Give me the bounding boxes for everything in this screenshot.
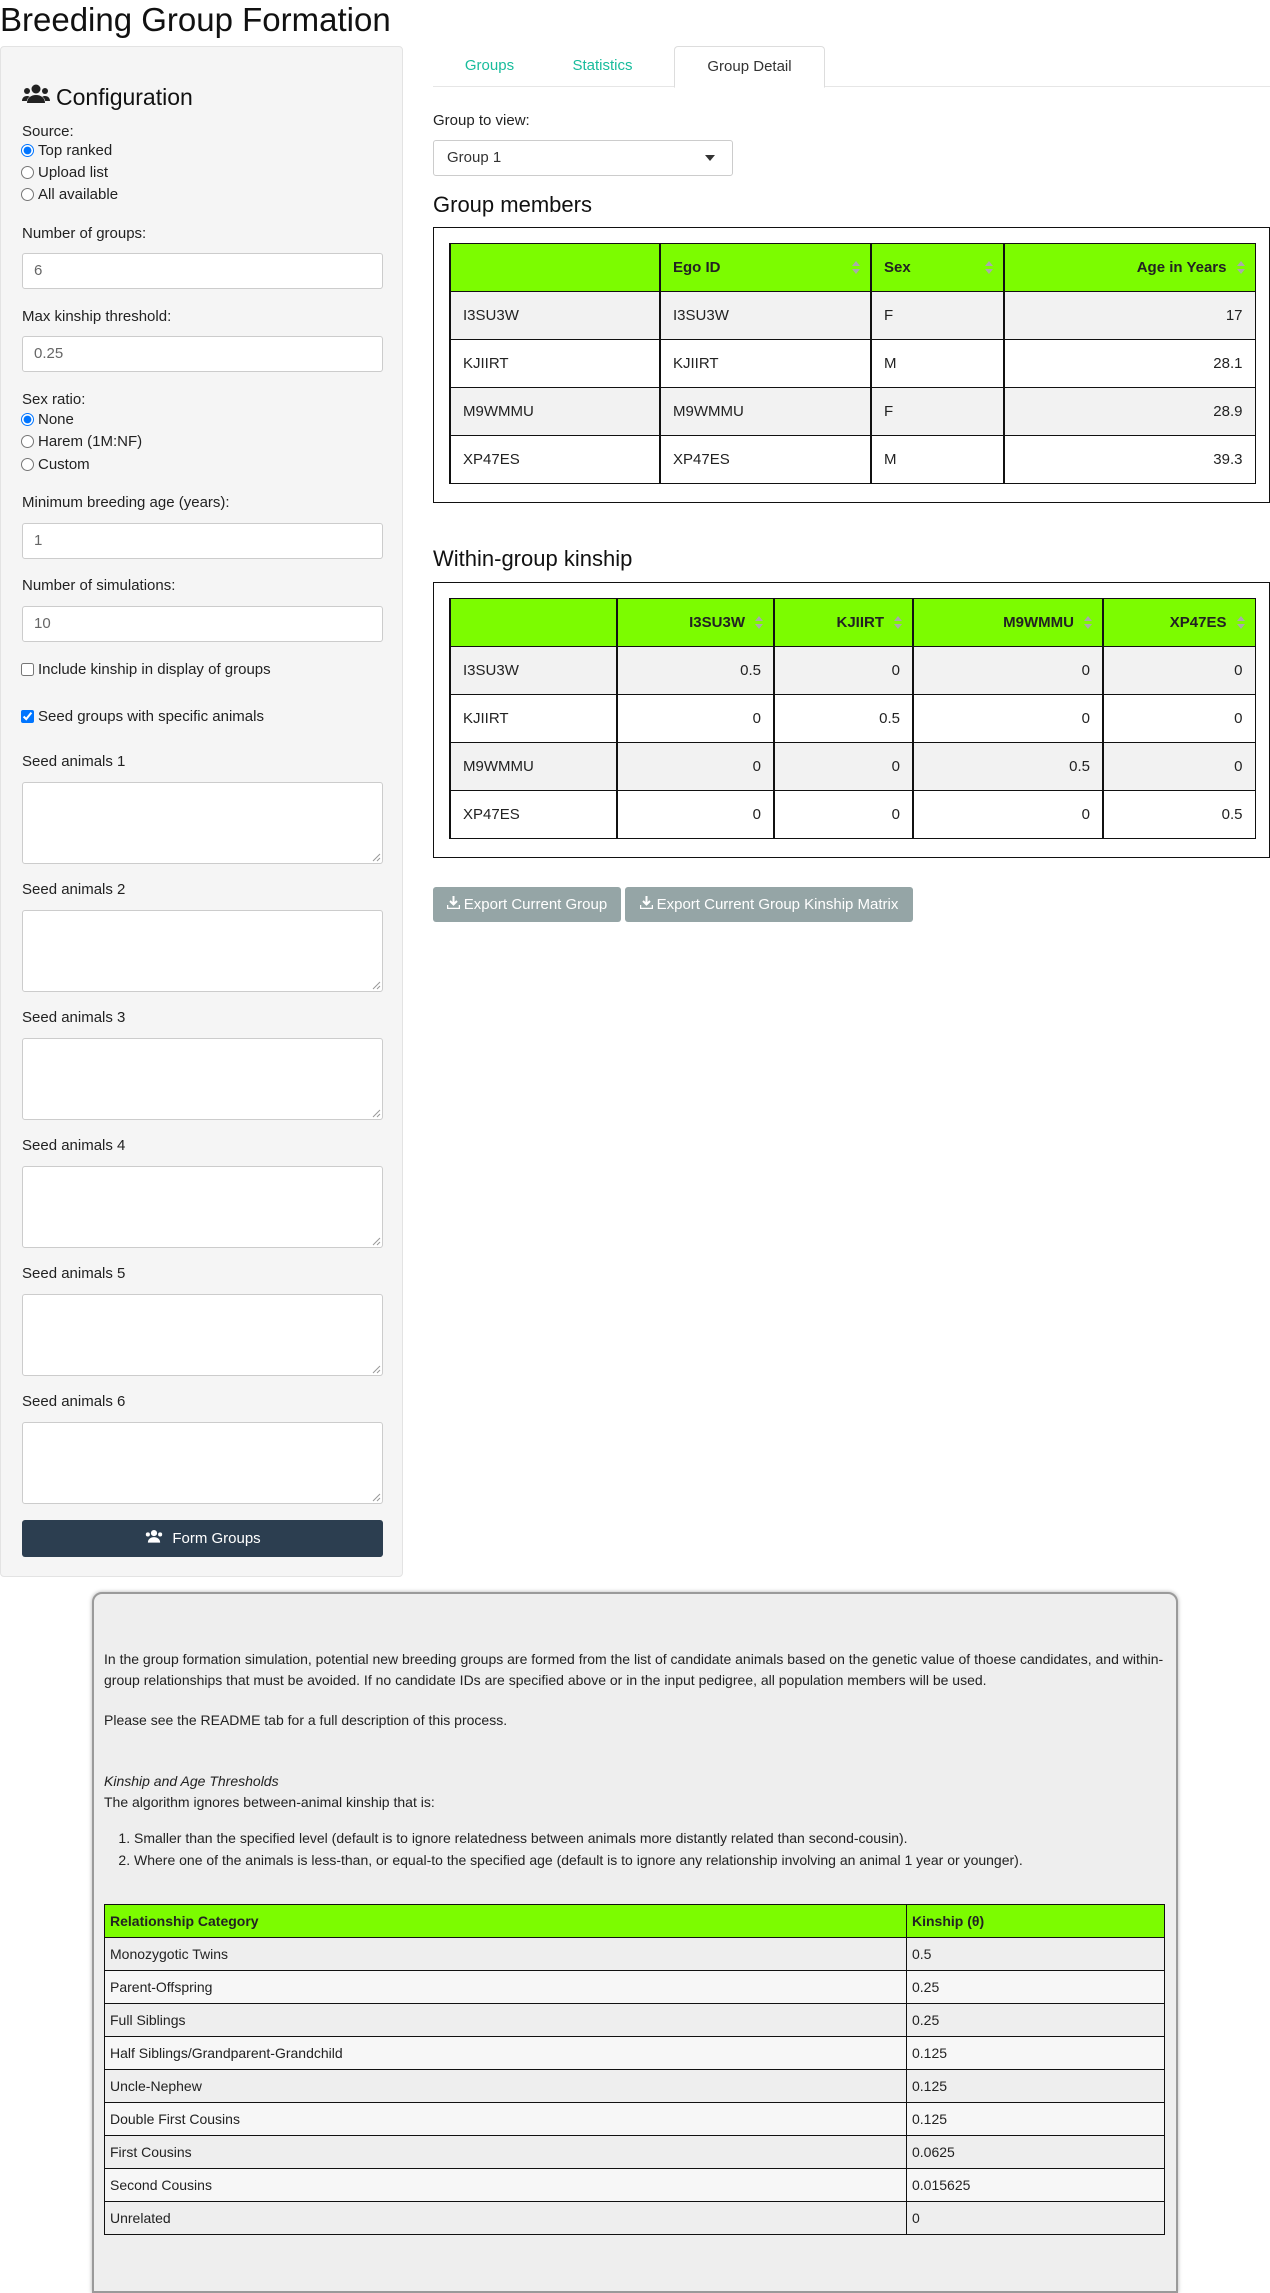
column-header-label: Age in Years (1136, 259, 1227, 276)
source-radio-all-available[interactable] (21, 186, 118, 203)
chevron-down-icon (705, 155, 715, 161)
source-radio-top-ranked[interactable] (21, 142, 112, 159)
table-row[interactable] (450, 743, 1255, 791)
num-sims-label: Number of simulations: (22, 577, 176, 594)
table-cell: 0.125 (907, 2037, 1165, 2070)
export-kinship-matrix-label: Export Current Group Kinship Matrix (656, 896, 899, 913)
table-row (105, 2103, 1165, 2136)
tab-statistics[interactable]: Statistics (572, 57, 633, 74)
column-header-label: KJIIRT (836, 614, 884, 631)
column-header-kinship: Kinship (θ) (907, 1905, 1165, 1938)
table-cell: 0 (907, 2202, 1165, 2235)
table-cell: 0 (1103, 695, 1255, 743)
group-members-table (449, 243, 1256, 484)
table-cell: First Cousins (105, 2136, 907, 2169)
max-kinship-label: Max kinship threshold: (22, 308, 172, 325)
table-row (105, 2004, 1165, 2037)
table-cell: F (871, 292, 1004, 340)
configuration-title-text: Configuration (56, 83, 193, 110)
table-cell: 0.5 (617, 647, 774, 695)
include-kinship-checkbox[interactable] (21, 661, 271, 678)
table-cell: 0 (1103, 647, 1255, 695)
column-header-xp47es[interactable] (1103, 599, 1255, 647)
sex-ratio-radio-input[interactable] (21, 458, 34, 471)
help-panel (92, 1592, 1178, 2293)
sort-icon[interactable] (1237, 616, 1245, 630)
resize-grip-icon[interactable] (372, 1493, 381, 1502)
num-sims-input[interactable]: 10 (22, 606, 383, 642)
table-cell: 0.125 (907, 2070, 1165, 2103)
seed-animals-6-textarea[interactable] (22, 1422, 383, 1504)
threshold-list (104, 1827, 1023, 1871)
tab-group-detail[interactable]: Group Detail (674, 46, 825, 88)
column-header-label: I3SU3W (689, 614, 745, 631)
table-cell: 0.015625 (907, 2169, 1165, 2202)
table-cell: 0.125 (907, 2103, 1165, 2136)
page-title: Breeding Group Formation (0, 1, 391, 38)
sex-ratio-radio-input[interactable] (21, 435, 34, 448)
column-header-i3su3w[interactable] (617, 599, 774, 647)
table-cell: M (871, 340, 1004, 388)
seed-animals-4-textarea[interactable] (22, 1166, 383, 1248)
within-group-kinship-heading: Within-group kinship (433, 546, 633, 571)
intro-paragraph: In the group formation simulation, potential new breeding groups are formed from the list of candidate animals based on the genetic value of thoese candidates, and within-group relationships that must be avoided. If no candidate IDs are specified above or in the input pedigree, all population members will be used. (104, 1651, 1164, 1688)
configuration-sidebar (0, 46, 403, 1577)
sort-icon[interactable] (852, 261, 860, 275)
table-cell: Full Siblings (105, 2004, 907, 2037)
resize-grip-icon[interactable] (372, 981, 381, 990)
table-cell: KJIIRT (450, 340, 660, 388)
column-header-label: XP47ES (1169, 614, 1227, 631)
sex-ratio-radio-input[interactable] (21, 413, 34, 426)
list-item: 1. Smaller than the specified level (default is to ignore relatedness between animals more distantly related than second-cousin). (134, 1827, 1023, 1849)
table-cell: I3SU3W (450, 292, 660, 340)
table-cell: 0.25 (907, 1971, 1165, 2004)
relationship-kinship-table (104, 1904, 1165, 2235)
download-icon (640, 896, 653, 913)
seed-label-5: Seed animals 5 (22, 1265, 126, 1282)
table-cell: I3SU3W (660, 292, 871, 340)
table-cell: XP47ES (450, 436, 660, 484)
kinship-table-container (433, 582, 1270, 858)
table-cell: 0 (913, 695, 1103, 743)
column-header-age[interactable] (1004, 244, 1255, 292)
table-cell: Parent-Offspring (105, 1971, 907, 2004)
seed-label-3: Seed animals 3 (22, 1009, 126, 1026)
table-row[interactable] (450, 292, 1255, 340)
table-cell: M9WMMU (450, 743, 617, 791)
table-row[interactable] (450, 791, 1255, 839)
seed-label-1: Seed animals 1 (22, 753, 126, 770)
table-cell: 0 (774, 647, 913, 695)
sex-ratio-radio-harem[interactable] (21, 433, 142, 450)
table-row (105, 2070, 1165, 2103)
column-header-label: M9WMMU (1003, 614, 1074, 631)
users-icon (22, 83, 50, 111)
export-kinship-matrix-button[interactable] (625, 887, 913, 922)
source-radio-upload-list[interactable] (21, 164, 108, 181)
sex-ratio-label: Sex ratio: (22, 391, 86, 408)
tab-groups[interactable]: Groups (464, 57, 515, 74)
table-cell: 0 (1103, 743, 1255, 791)
table-cell: M (871, 436, 1004, 484)
min-age-label: Minimum breeding age (years): (22, 494, 230, 511)
kinship-thresholds-subheading: Kinship and Age Thresholds (104, 1773, 279, 1789)
table-cell: 0 (913, 647, 1103, 695)
seed-animals-1-textarea[interactable] (22, 782, 383, 864)
seed-groups-checkbox-input[interactable] (21, 710, 34, 723)
source-radio-input[interactable] (21, 166, 34, 179)
table-cell: Second Cousins (105, 2169, 907, 2202)
table-cell: 0 (617, 743, 774, 791)
seed-label-6: Seed animals 6 (22, 1393, 126, 1410)
table-cell: 28.1 (1004, 340, 1255, 388)
list-item: 2. Where one of the animals is less-than, or equal-to the specified age (default is to ignore any relationship involving an animal 1 year or younger). (134, 1849, 1023, 1871)
column-header-label: Sex (884, 259, 911, 276)
seed-animals-3-textarea[interactable] (22, 1038, 383, 1120)
sex-ratio-radio-none[interactable] (21, 411, 74, 428)
kinship-table (449, 598, 1256, 839)
form-groups-button-label: Form Groups (172, 1530, 261, 1547)
radio-label: Top ranked (38, 142, 113, 159)
sort-icon[interactable] (894, 616, 902, 630)
table-row[interactable] (450, 436, 1255, 484)
seed-animals-5-textarea[interactable] (22, 1294, 383, 1376)
radio-label: None (38, 411, 74, 428)
radio-label: Harem (1M:NF) (38, 433, 143, 450)
resize-grip-icon[interactable] (372, 1365, 381, 1374)
table-cell: XP47ES (450, 791, 617, 839)
source-radio-input[interactable] (21, 188, 34, 201)
download-icon (447, 896, 460, 913)
table-cell: Monozygotic Twins (105, 1938, 907, 1971)
table-cell: F (871, 388, 1004, 436)
resize-grip-icon[interactable] (372, 1237, 381, 1246)
table-row (105, 2136, 1165, 2169)
table-row[interactable] (450, 340, 1255, 388)
form-groups-button[interactable] (22, 1520, 383, 1557)
table-cell: 0 (913, 791, 1103, 839)
table-cell: XP47ES (660, 436, 871, 484)
sex-ratio-radio-custom[interactable] (21, 456, 90, 473)
column-header-relationship: Relationship Category (105, 1905, 907, 1938)
sort-icon[interactable] (985, 261, 993, 275)
radio-label: All available (38, 186, 119, 203)
table-row (105, 2169, 1165, 2202)
sort-icon[interactable] (1084, 616, 1092, 630)
column-header-rowname[interactable] (450, 599, 617, 647)
num-groups-label: Number of groups: (22, 225, 147, 242)
column-header-m9wmmu[interactable] (913, 599, 1103, 647)
seed-label-4: Seed animals 4 (22, 1137, 126, 1154)
table-cell: 0.5 (774, 695, 913, 743)
radio-label: Custom (38, 456, 90, 473)
table-cell: 0.5 (907, 1938, 1165, 1971)
table-header-row (450, 599, 1255, 647)
include-kinship-checkbox-input[interactable] (21, 663, 34, 676)
group-select-value: Group 1 (447, 149, 502, 166)
table-cell: Unrelated (105, 2202, 907, 2235)
column-header-label: Ego ID (673, 259, 721, 276)
table-cell: Double First Cousins (105, 2103, 907, 2136)
seed-label-2: Seed animals 2 (22, 881, 126, 898)
table-row[interactable] (450, 647, 1255, 695)
radio-label: Upload list (38, 164, 109, 181)
table-cell: 28.9 (1004, 388, 1255, 436)
checkbox-label: Seed groups with specific animals (38, 708, 264, 725)
kinship-lead-text: The algorithm ignores between-animal kinship that is: (104, 1794, 435, 1810)
resize-grip-icon[interactable] (372, 853, 381, 862)
table-cell: 39.3 (1004, 436, 1255, 484)
seed-groups-checkbox[interactable] (21, 708, 264, 725)
table-cell: 0 (617, 695, 774, 743)
table-row (105, 2202, 1165, 2235)
table-cell: I3SU3W (450, 647, 617, 695)
table-cell: Uncle-Nephew (105, 2070, 907, 2103)
group-select[interactable] (433, 140, 733, 176)
table-cell: 0.25 (907, 2004, 1165, 2037)
resize-grip-icon[interactable] (372, 1109, 381, 1118)
max-kinship-input[interactable]: 0.25 (22, 336, 383, 372)
sort-icon[interactable] (1237, 261, 1245, 275)
configuration-title (22, 83, 193, 111)
table-cell: M9WMMU (450, 388, 660, 436)
export-current-group-button[interactable] (433, 887, 621, 922)
group-select-label: Group to view: (433, 112, 530, 129)
users-icon (144, 1529, 164, 1548)
column-header-kjiirt[interactable] (774, 599, 913, 647)
table-cell: KJIIRT (660, 340, 871, 388)
group-members-heading: Group members (433, 192, 592, 217)
table-cell: 0.5 (913, 743, 1103, 791)
readme-note: Please see the README tab for a full description of this process. (104, 1712, 508, 1728)
table-row (105, 1971, 1165, 2004)
table-cell: 17 (1004, 292, 1255, 340)
table-cell: 0.0625 (907, 2136, 1165, 2169)
min-age-input[interactable]: 1 (22, 523, 383, 559)
column-header-rowname[interactable] (450, 244, 660, 292)
table-header-row (105, 1905, 1165, 1938)
tab-bar (433, 46, 1270, 87)
column-header-ego-id[interactable] (660, 244, 871, 292)
table-cell: 0 (617, 791, 774, 839)
source-radio-input[interactable] (21, 144, 34, 157)
group-members-table-container (433, 227, 1270, 503)
export-current-group-label: Export Current Group (463, 896, 608, 913)
table-cell: 0.5 (1103, 791, 1255, 839)
seed-animals-2-textarea[interactable] (22, 910, 383, 992)
table-row (105, 2037, 1165, 2070)
table-cell: 0 (774, 743, 913, 791)
sort-icon[interactable] (755, 616, 763, 630)
table-cell: KJIIRT (450, 695, 617, 743)
table-header-row (450, 244, 1255, 292)
source-label: Source: (22, 123, 74, 140)
table-row (105, 1938, 1165, 1971)
table-cell: 0 (774, 791, 913, 839)
column-header-sex[interactable] (871, 244, 1004, 292)
num-groups-input[interactable]: 6 (22, 253, 383, 289)
table-cell: Half Siblings/Grandparent-Grandchild (105, 2037, 907, 2070)
table-cell: M9WMMU (660, 388, 871, 436)
checkbox-label: Include kinship in display of groups (38, 661, 271, 678)
table-row[interactable] (450, 388, 1255, 436)
table-row[interactable] (450, 695, 1255, 743)
